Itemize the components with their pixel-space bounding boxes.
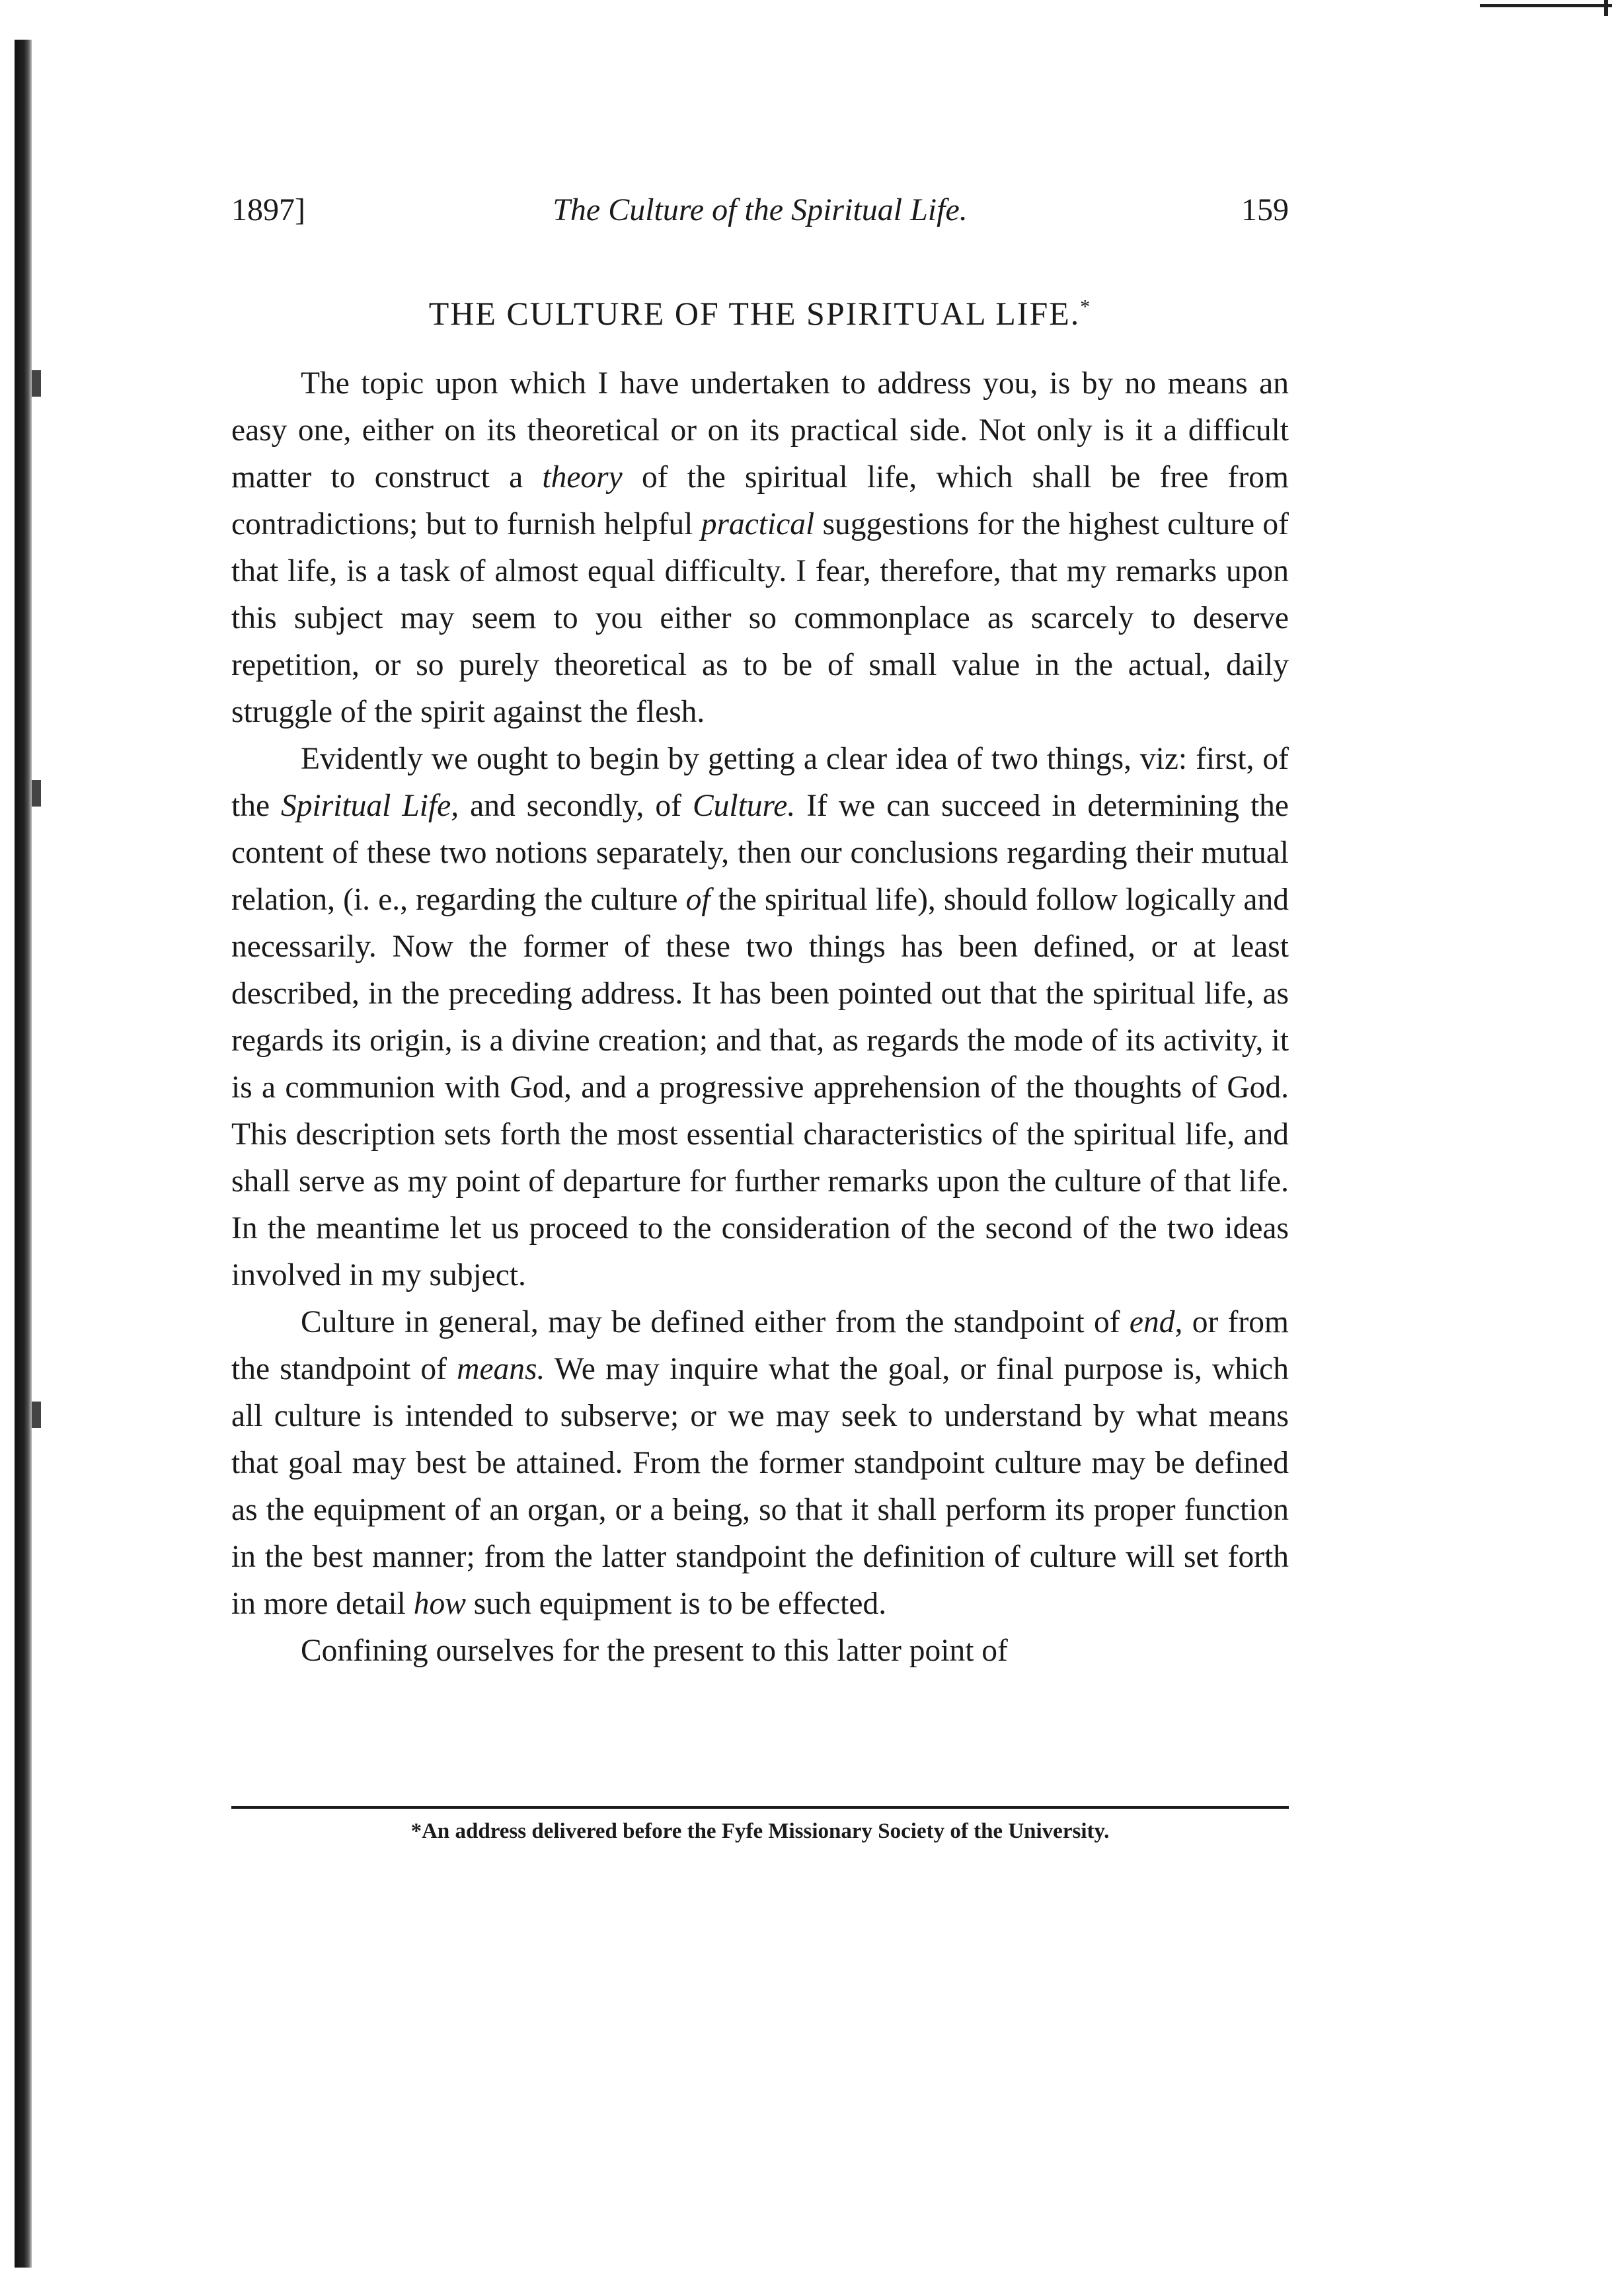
emphasis: of [685, 883, 710, 917]
emphasis: how [413, 1587, 466, 1621]
emphasis: practical [701, 507, 815, 541]
article-body [231, 360, 1289, 1675]
paragraph: Evidently we ought to begin by getting a clear idea of two things, viz: first, of the Spiritual Life, and secondly, of Culture. If we can succeed in determining the content of these two notions separately, then our conclusions regarding their mutual relation, (i. e., regarding the culture of the spiritual life), should follow logically and necessarily. Now the former of these two things has been defined, or at least described, in the preceding address. It has been pointed out that the spiritual life, as regards its origin, is a divine creation; and that, as regards the mode of its activity, it is a communion with God, and a progressive apprehension of the thoughts of God. This description sets forth the most essential characteristics of the spiritual life, and shall serve as my point of departure for further remarks upon the culture of that life. In the meantime let us proceed to the consideration of the second of the two ideas involved in my subject. [231, 742, 1289, 1292]
emphasis: Culture. [692, 789, 796, 823]
binding-edge [15, 40, 32, 2268]
scan-corner-rule [1480, 4, 1612, 7]
paragraph: Culture in general, may be defined either from the standpoint of end, or from the standpoint of means. We may inquire what the goal, or final purpose is, which all culture is intended to subserve; or we may seek to understand by what means that goal may best be attained. From the former standpoint culture may be defined as the equipment of an organ, or a being, so that it shall perform its proper function in the best manner; from the latter standpoint the definition of culture will set forth in more detail how such equipment is to be effected. [231, 1305, 1289, 1621]
emphasis: theory [542, 460, 623, 495]
binding-notch [32, 370, 41, 397]
scan-corner-tick [1604, 0, 1608, 16]
emphasis: end, [1129, 1305, 1183, 1339]
paragraph: Confining ourselves for the present to this latter point of [301, 1634, 1008, 1668]
footnote: *An address delivered before the Fyfe Missionary Society of the University. [410, 1819, 1110, 1843]
page [231, 192, 1289, 1675]
article-heading [231, 294, 1289, 333]
running-head [231, 192, 1289, 238]
article-heading-text: THE CULTURE OF THE SPIRITUAL LIFE. [428, 295, 1081, 332]
footnote-rule [231, 1806, 1289, 1809]
emphasis: Spiritual Life, [281, 789, 459, 823]
paragraph: The topic upon which I have undertaken to address you, is by no means an easy one, either on its theoretical or on its practical side. Not only is it a difficult matter to construct a theory of the spiritual life, which shall be free from contradictions; but to furnish helpful practical suggestions for the highest culture of that life, is a task of almost equal difficulty. I fear, therefore, that my remarks upon this subject may seem to you either so commonplace as scarcely to deserve repetition, or so purely theoretical as to be of small value in the actual, daily struggle of the spirit against the flesh. [231, 366, 1289, 729]
binding-notch [32, 1402, 41, 1428]
running-head-title: The Culture of the Spiritual Life. [553, 192, 968, 227]
footnote-marker: * [1080, 296, 1092, 318]
running-head-year: 1897] [231, 192, 305, 227]
page-number: 159 [1241, 192, 1289, 227]
emphasis: means. [457, 1352, 545, 1386]
binding-notch [32, 780, 41, 807]
